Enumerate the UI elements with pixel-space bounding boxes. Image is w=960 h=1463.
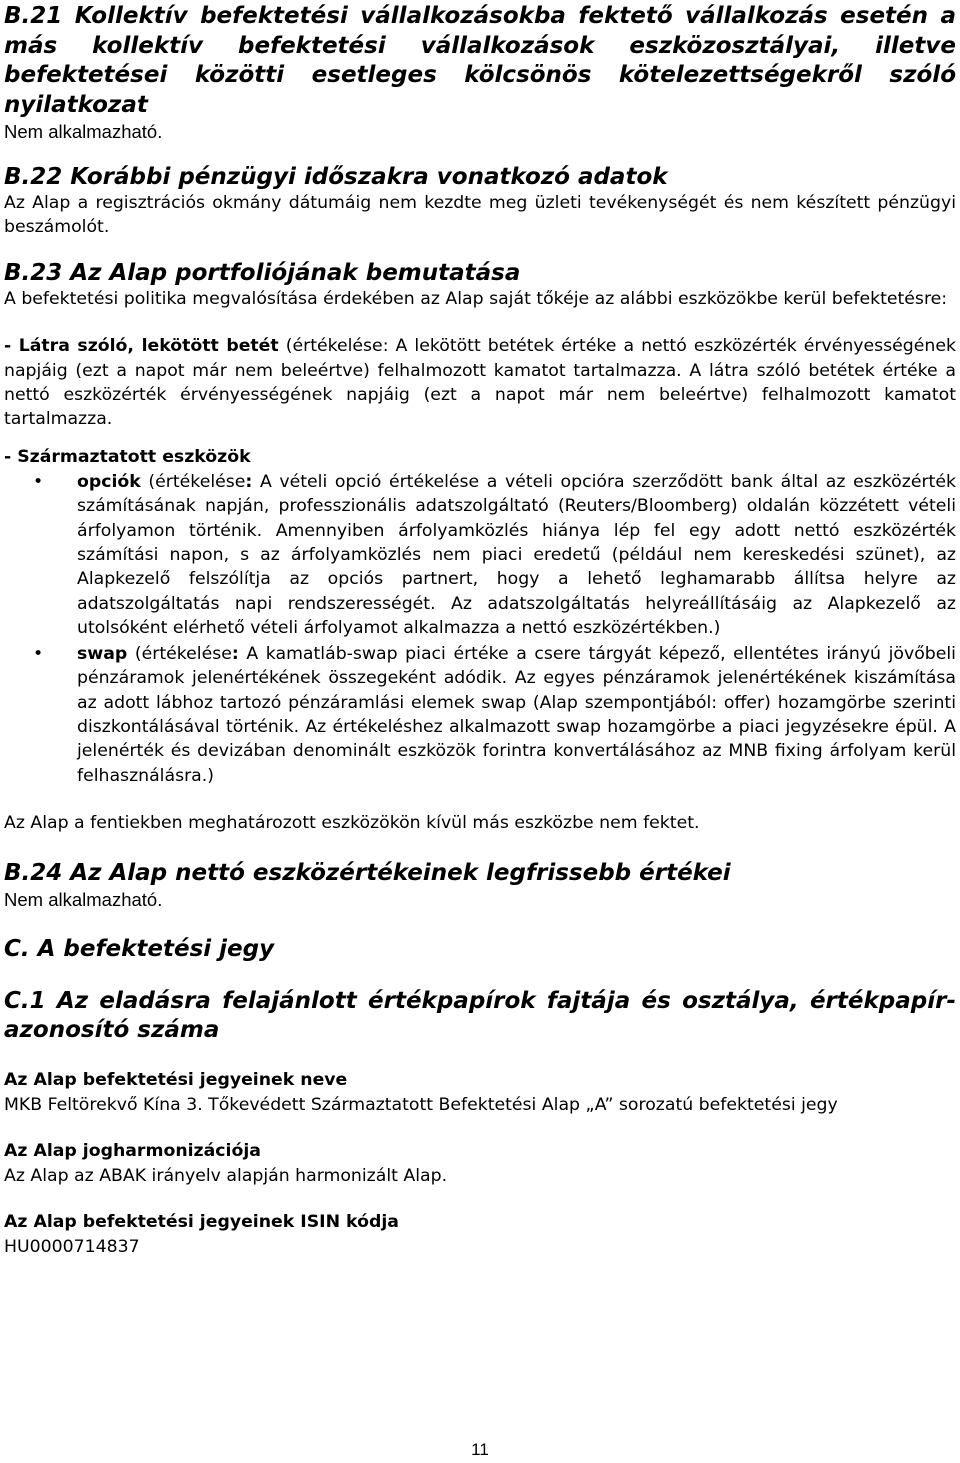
- options-term: opciók: [77, 471, 141, 492]
- options-colon: :: [245, 471, 253, 492]
- section-b23-intro: A befektetési politika megvalósítása érdekében az Alap saját tőkéje az alábbi eszközökbe kerül befektetésre:: [4, 288, 948, 309]
- section-c-heading: C. A befektetési jegy: [4, 936, 275, 963]
- page-number: 11: [471, 1440, 489, 1459]
- bullet-icon: •: [33, 471, 44, 492]
- deposit-text: (értékelése: A lekötött betétek értéke a nettó eszközérték érvényességének napjáig (ezt a napot már nem beleértve) felhalmozott kamatot tartalmazza. A látra szóló betétek értéke a nettó eszközérték érvényességének napjáig (ezt a napot már nem beleértve) felhalmozott kamatot tartalmazza.: [4, 336, 957, 430]
- fund-units-name-label: Az Alap befektetési jegyeinek neve: [4, 1069, 348, 1090]
- swap-term: swap: [77, 643, 128, 664]
- derivatives-list: [4, 470, 956, 788]
- section-b21-text: Nem alkalmazható.: [4, 121, 163, 142]
- section-b24-text: Nem alkalmazható.: [4, 889, 163, 911]
- section-b23-closing: Az Alap a fentiekben meghatározott eszközökön kívül más eszközbe nem fektet.: [4, 813, 700, 834]
- options-text: A vételi opció értékelése a vételi opcióra szerződött bank által az eszközérték számításának napján, professzionális adatszolgáltató (Reuters/Bloomberg) oldalán közzétett vételi árfolyamon történik. Amennyiben árfolyamközlés hiánya lép fel egy adott nettó eszközérték számítási napon, s az árfolyamközlés nem piaci eredetű (például nem kereskedési szünet), az Alapkezelő felszólítja az opciós partnert, hogy a lehető leghamarabb állítsa helyre az adatszolgáltatás napi rendszerességét. Az adatszolgáltatás helyreállításáig az Alapkezelő az utolsóként elérhető vételi árfolyamot alkalmazza a nettó eszközértékben.): [77, 471, 956, 639]
- section-b21-heading: B.21 Kollektív befektetési vállalkozásokba fektető vállalkozás esetén a más kollektív befektetési vállalkozások eszközosztályai, illetve befektetései közötti esetleges kölcsönös kötelezettségekről szóló nyilatkozat: [4, 3, 956, 118]
- options-pre: (értékelése: [140, 471, 246, 492]
- document-page: [4, 0, 956, 1260]
- section-b24-heading: B.24 Az Alap nettó eszközértékeinek legfrissebb értékei: [4, 859, 731, 886]
- section-b22-heading: B.22 Korábbi pénzügyi időszakra vonatkozó adatok: [4, 164, 668, 190]
- isin-value: HU0000714837: [4, 1237, 140, 1258]
- fund-units-name-value: MKB Feltörekvő Kína 3. Tőkevédett Származtatott Befektetési Alap „A” sorozatú befektetési jegy: [4, 1094, 838, 1115]
- section-c1-heading: C.1 Az eladásra felajánlott értékpapírok fajtája és osztálya, értékpapír-azonosító száma: [4, 987, 956, 1044]
- deposit-paragraph: [4, 334, 956, 432]
- derivatives-label: - Származtatott eszközök: [4, 446, 251, 467]
- section-b23-heading: B.23 Az Alap portfoliójának bemutatása: [4, 260, 521, 287]
- swap-text: A kamatláb-swap piaci értéke a csere tárgyát képező, ellentétes irányú jövőbeli pénzáramok jelenértékének összegeként adódik. Az egyes pénzáramok jelenértékének kiszámítása az adott lábhoz tartozó pénzáramlási elemek swap (Alap szempontjából: offer) hozamgörbe szerinti diszkontálásával történik. Az értékeléshez alkalmazott swap hozamgörbe a piaci jegyzésekre épül. A jelenérték és devizában denominált eszközök forintra konvertálásához az MNB fixing árfolyam kerül felhasználásra.): [77, 643, 956, 786]
- deposit-label: - Látra szóló, lekötött betét: [4, 336, 279, 357]
- swap-pre: (értékelése: [127, 643, 232, 664]
- isin-label: Az Alap befektetési jegyeinek ISIN kódja: [4, 1212, 399, 1233]
- section-b22-text: Az Alap a regisztrációs okmány dátumáig nem kezdte meg üzleti tevékenységét és nem készített pénzügyi beszámolót.: [4, 192, 956, 237]
- bullet-icon: •: [33, 643, 44, 664]
- list-item-swap: [4, 642, 956, 788]
- swap-colon: :: [231, 643, 239, 664]
- harmonization-value: Az Alap az ABAK irányelv alapján harmonizált Alap.: [4, 1165, 448, 1186]
- harmonization-label: Az Alap jogharmonizációja: [4, 1140, 261, 1161]
- list-item-options: [4, 470, 956, 641]
